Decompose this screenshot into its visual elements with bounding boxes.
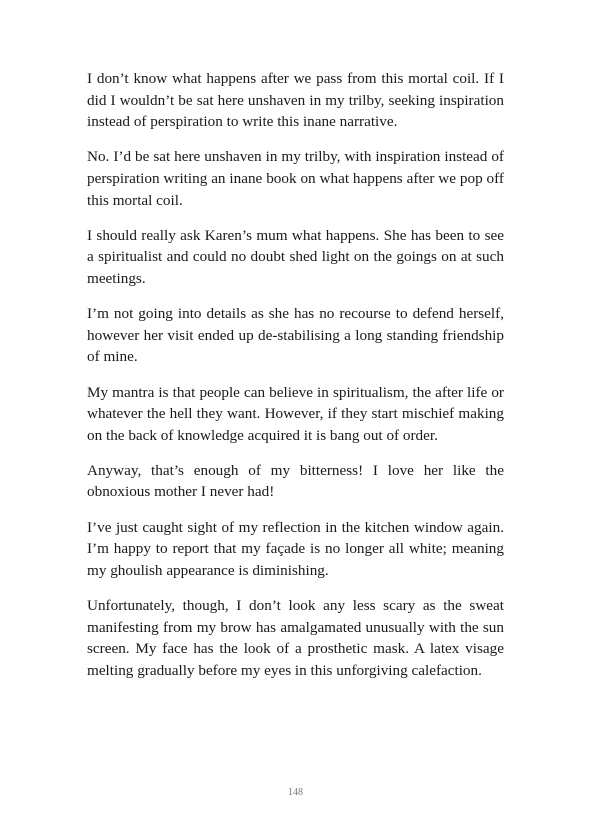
paragraph: I should really ask Karen’s mum what happens. She has been to see a spiritualist and could no doubt shed light on the goings on at such meetings. — [87, 226, 504, 287]
paragraph: I don’t know what happens after we pass from this mortal coil. If I did I wouldn’t be sat here unshaven in my trilby, seeking inspiration instead of perspiration to write this inane narrative. — [87, 70, 504, 131]
paragraph: I’ve just caught sight of my reflection in the kitchen window again. I’m happy to report that my façade is no longer all white; meaning my ghoulish appearance is diminishing. — [87, 518, 504, 579]
paragraph: My mantra is that people can believe in spiritualism, the after life or whatever the hell they want. However, if they start mischief making on the back of knowledge acquired it is bang out of order. — [87, 383, 504, 444]
page-number: 148 — [288, 787, 303, 798]
paragraph: Unfortunately, though, I don’t look any less scary as the sweat manifesting from my brow has amalgamated unusually with the sun screen. My face has the look of a prosthetic mask. A latex visage melting gradually before my eyes in this unforgiving calefaction. — [87, 597, 504, 679]
paragraph: I’m not going into details as she has no recourse to defend herself, however her visit ended up de-stabilising a long standing friendship of mine. — [87, 305, 504, 366]
paragraph: No. I’d be sat here unshaven in my trilby, with inspiration instead of perspiration writing an inane book on what happens after we pop off this mortal coil. — [87, 148, 504, 209]
paragraph: Anyway, that’s enough of my bitterness! I love her like the obnoxious mother I never had! — [87, 461, 504, 501]
body-text — [87, 68, 504, 695]
